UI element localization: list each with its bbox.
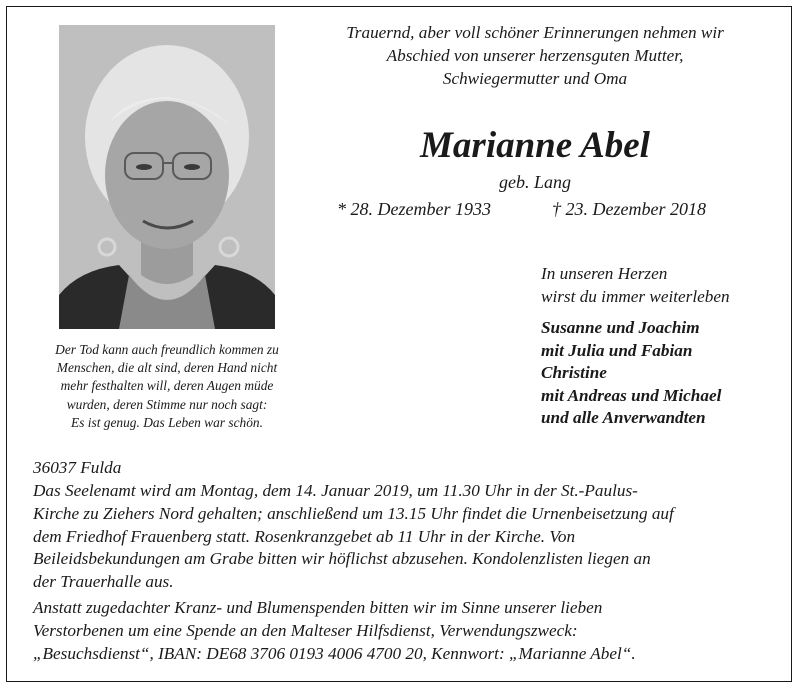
intro-line: Trauernd, aber voll schöner Erinnerungen nehmen wir [346, 23, 724, 42]
family-list [541, 317, 721, 430]
quote-text [21, 341, 313, 432]
family-line: Susanne und Joachim [541, 318, 700, 337]
city-line: 36037 Fulda [33, 458, 122, 477]
quote-line: Menschen, die alt sind, deren Hand nicht [56, 360, 278, 376]
quote-line: Der Tod kann auch freundlich kommen zu [55, 342, 279, 357]
paragraph-line: dem Friedhof Frauenberg statt. Rosenkranzgebet ab 11 Uhr in der Kirche. Von [33, 526, 576, 546]
paragraph-line: Kirche zu Ziehers Nord gehalten; anschließend um 13.15 Uhr findet die Urnenbeisetzung auf [33, 503, 674, 523]
donation-paragraph [33, 597, 767, 665]
quote-line: wurden, deren Stimme nur noch sagt: [66, 396, 268, 412]
intro-line: Abschied von unserer herzensguten Mutter, [386, 46, 684, 65]
family-line: mit Andreas und Michael [541, 385, 722, 405]
paragraph-line: Das Seelenamt wird am Montag, dem 14. Januar 2019, um 11.30 Uhr in der St.-Paulus- [33, 481, 638, 500]
memorial-phrase [541, 262, 730, 308]
paragraph-line: Anstatt zugedachter Kranz- und Blumenspenden bitten wir im Sinne unserer lieben [33, 598, 603, 617]
quote-line: Es ist genug. Das Leben war schön. [71, 414, 263, 430]
paragraph-line: Beileidsbekundungen am Grabe bitten wir höflichst abzusehen. Kondolenzlisten liegen an [33, 549, 651, 569]
memorial-line: In unseren Herzen [541, 264, 668, 283]
paragraph-line: „Besuchsdienst“, IBAN: DE68 3706 0193 4006 4700 20, Kennwort: „Marianne Abel“. [33, 643, 636, 663]
service-paragraph [33, 480, 767, 594]
obituary-notice [6, 6, 792, 682]
family-line: mit Julia und Fabian [541, 340, 693, 360]
intro-line: Schwiegermutter und Oma [442, 69, 628, 88]
paragraph-line: Verstorbenen um eine Spende an den Malteser Hilfsdienst, Verwendungszweck: [33, 620, 578, 640]
deceased-name: Marianne Abel [420, 125, 650, 166]
intro-text [303, 21, 767, 90]
family-line: und alle Anverwandten [541, 408, 706, 428]
death-date: † 23. Dezember 2018 [552, 199, 706, 219]
paragraph-line: der Trauerhalle aus. [33, 572, 174, 592]
birth-date: * 28. Dezember 1933 [337, 199, 491, 219]
family-line: Christine [541, 363, 607, 383]
quote-line: mehr festhalten will, deren Augen müde [60, 378, 274, 394]
maiden-name: geb. Lang [499, 172, 571, 192]
portrait-photo [59, 25, 275, 329]
memorial-line: wirst du immer weiterleben [541, 287, 730, 306]
